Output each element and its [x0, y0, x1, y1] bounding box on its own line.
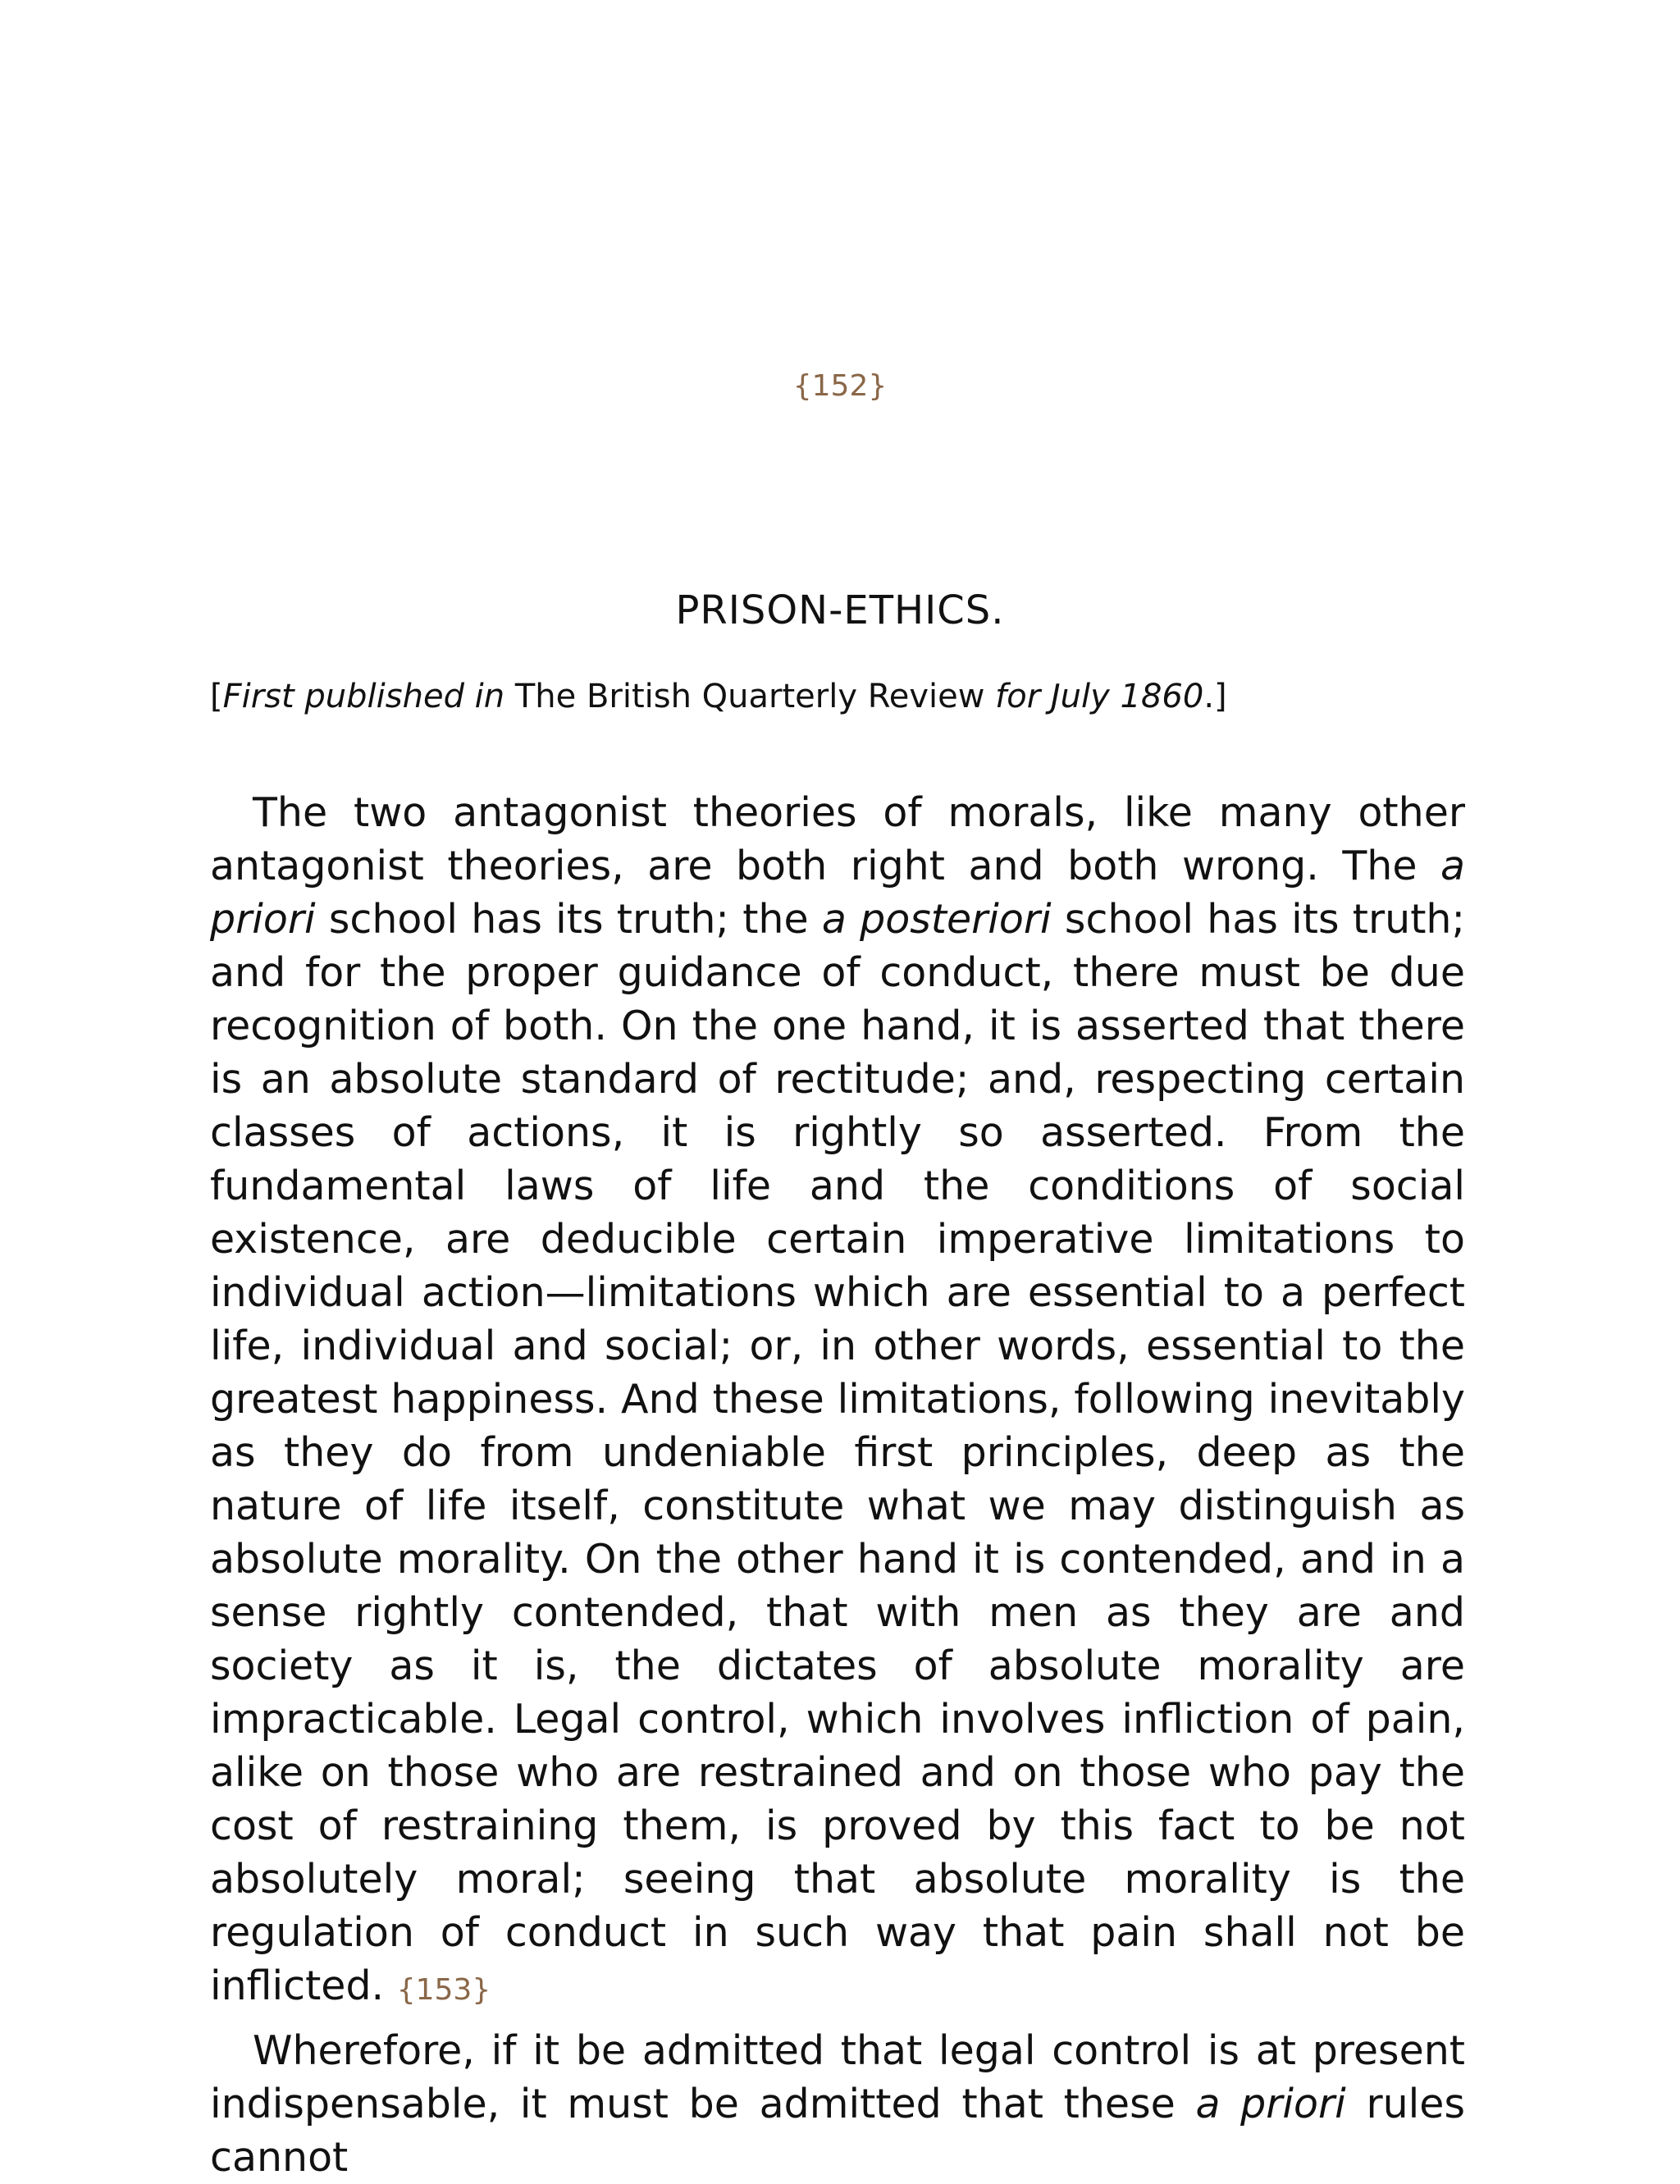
note-bracket-close: .]: [1203, 678, 1227, 715]
paragraph-text: Wherefore, if it be admitted that legal control is at present indispensable, it must be admitted that these: [210, 2027, 1465, 2127]
paragraph-2: [210, 2024, 1465, 2184]
paragraph-1: [210, 786, 1465, 2017]
italic-term: a posteriori: [821, 896, 1052, 943]
paragraph-text: rules cannot: [210, 2081, 1465, 2181]
page-number-inline: {153}: [396, 1973, 491, 2007]
body-text: [210, 786, 1465, 2184]
note-journal-name: The British Quarterly Review: [504, 678, 996, 715]
page-number-top: {152}: [792, 369, 888, 403]
italic-term: a priori: [210, 843, 1465, 943]
italic-term: a priori: [1195, 2081, 1346, 2127]
paragraph-text: school has its truth; and for the proper guidance of conduct, there must be due recognition of both. On the one hand, it is asserted that there is an absolute standard of rectitude; and, respecting certain classes of actions, it is rightly so asserted. From the fundamental laws of life and the conditions of social existence, are deducible certain imperative limitations to individual action—limitations which are essential to a perfect life, individual and social; or, in other words, essential to the greatest happiness. And these limitations, following inevitably as they do from undeniable first principles, deep as the nature of life itself, constitute what we may distinguish as absolute morality. On the other hand it is contended, and in a sense rightly contended, that with men as they are and society as it is, the dictates of absolute morality are impracticable. Legal control, which involves infliction of pain, alike on those who are restrained and on those who pay the cost of restraining them, is proved by this fact to be not absolutely moral; seeing that absolute morality is the regulation of conduct in such way that pain shall not be inflicted.: [210, 896, 1465, 2009]
chapter-title: PRISON-ETHICS.: [675, 587, 1005, 633]
paragraph-text: The two antagonist theories of morals, like many other antagonist theories, are both right and both wrong. The: [210, 789, 1465, 889]
note-bracket-open: [: [210, 678, 223, 715]
paragraph-text: school has its truth; the: [315, 896, 822, 943]
note-italic-date: for July 1860: [995, 678, 1204, 715]
note-italic-first: First published in: [222, 678, 505, 715]
publication-note: [210, 678, 1227, 715]
